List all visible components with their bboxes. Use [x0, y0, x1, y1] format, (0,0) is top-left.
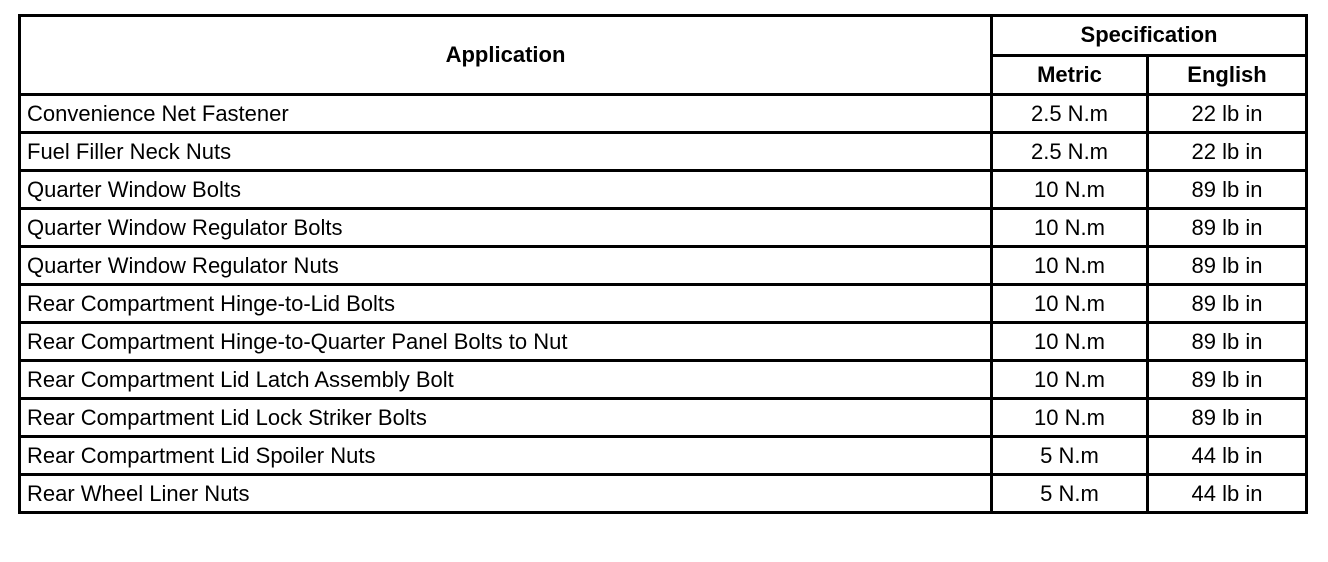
table-row [20, 247, 1307, 285]
metric-cell: 10 N.m [992, 399, 1148, 437]
table-row [20, 437, 1307, 475]
application-cell: Quarter Window Bolts [20, 171, 992, 209]
application-cell: Quarter Window Regulator Nuts [20, 247, 992, 285]
metric-header: Metric [992, 55, 1148, 95]
english-cell: 89 lb in [1148, 399, 1307, 437]
metric-cell: 5 N.m [992, 437, 1148, 475]
application-cell: Quarter Window Regulator Bolts [20, 209, 992, 247]
metric-cell: 10 N.m [992, 209, 1148, 247]
english-cell: 89 lb in [1148, 323, 1307, 361]
metric-cell: 10 N.m [992, 247, 1148, 285]
table-row [20, 133, 1307, 171]
table-row [20, 361, 1307, 399]
application-cell: Rear Compartment Hinge-to-Lid Bolts [20, 285, 992, 323]
table-row [20, 171, 1307, 209]
english-cell: 89 lb in [1148, 285, 1307, 323]
application-header: Application [20, 16, 992, 95]
application-cell: Rear Compartment Lid Lock Striker Bolts [20, 399, 992, 437]
english-header: English [1148, 55, 1307, 95]
english-cell: 22 lb in [1148, 95, 1307, 133]
application-cell: Rear Compartment Lid Spoiler Nuts [20, 437, 992, 475]
header-row-top [20, 16, 1307, 56]
english-cell: 89 lb in [1148, 247, 1307, 285]
metric-cell: 10 N.m [992, 361, 1148, 399]
application-cell: Rear Wheel Liner Nuts [20, 475, 992, 513]
metric-cell: 10 N.m [992, 285, 1148, 323]
table-row [20, 285, 1307, 323]
english-cell: 89 lb in [1148, 361, 1307, 399]
table-row [20, 95, 1307, 133]
metric-cell: 10 N.m [992, 323, 1148, 361]
metric-cell: 10 N.m [992, 171, 1148, 209]
metric-cell: 2.5 N.m [992, 133, 1148, 171]
table-row [20, 475, 1307, 513]
application-cell: Rear Compartment Lid Latch Assembly Bolt [20, 361, 992, 399]
table-row [20, 209, 1307, 247]
table-header [20, 16, 1307, 95]
english-cell: 44 lb in [1148, 475, 1307, 513]
application-cell: Fuel Filler Neck Nuts [20, 133, 992, 171]
application-cell: Rear Compartment Hinge-to-Quarter Panel Bolts to Nut [20, 323, 992, 361]
torque-spec-table [18, 14, 1308, 514]
english-cell: 22 lb in [1148, 133, 1307, 171]
table-row [20, 323, 1307, 361]
metric-cell: 2.5 N.m [992, 95, 1148, 133]
english-cell: 89 lb in [1148, 171, 1307, 209]
application-cell: Convenience Net Fastener [20, 95, 992, 133]
specification-header: Specification [992, 16, 1307, 56]
metric-cell: 5 N.m [992, 475, 1148, 513]
table-body [20, 95, 1307, 513]
english-cell: 44 lb in [1148, 437, 1307, 475]
english-cell: 89 lb in [1148, 209, 1307, 247]
table-row [20, 399, 1307, 437]
